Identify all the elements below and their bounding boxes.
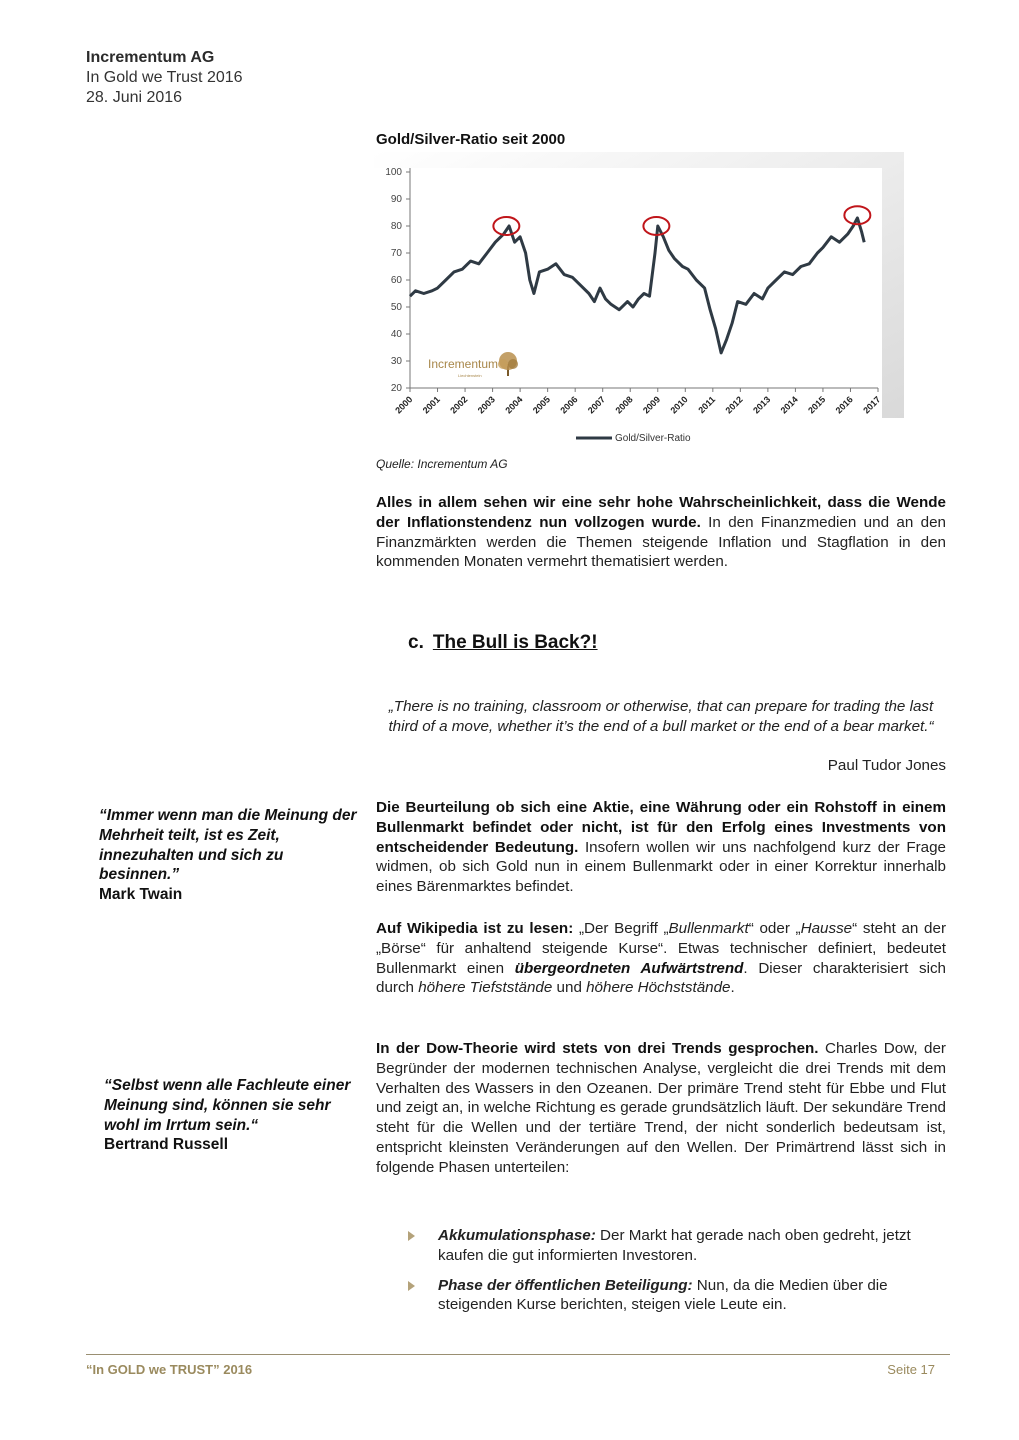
paragraph-text: In den Finanzmedien und an den Finanzmärkten werden die Themen steigende Inflation und Stagflation in den kommenden Monaten vermehrt thematisiert werden. xyxy=(376,513,946,571)
paragraph-dow-theory xyxy=(376,1039,946,1178)
text-run: . Dieser charakterisiert sich durch xyxy=(376,959,946,997)
text-run-italic: höhere Höchststände xyxy=(586,979,731,997)
x-tick-label: 2009 xyxy=(640,394,663,416)
chart-background xyxy=(372,168,882,424)
logo-text: Incrementum xyxy=(428,357,499,371)
paragraph-text: Charles Dow, der Begründer der modernen technischen Analyse, vergleicht die drei Trends mit dem Verhalten des Wassers in den Ozeanen. Der primäre Trend steht für Ebbe und Flut und zeigt an, in welche Richtung es gerade grundsätzlich läuft. Der sekundäre Trend steht für die Wellen und der tertiäre Trend, der nicht sonderlich bedeutsam ist, entspricht kleinsten Veränderungen auf den Wellen. Der Primärtrend lässt sich in folgende Phasen unterteilen: xyxy=(376,1040,946,1176)
x-tick-label: 2014 xyxy=(778,394,800,416)
list-item-title: Akkumulationsphase: xyxy=(438,1227,596,1244)
list-item-text: Der Markt hat gerade nach oben gedreht, jetzt kaufen die gut informierten Investoren. xyxy=(438,1227,911,1264)
legend-label: Gold/Silver-Ratio xyxy=(615,433,691,444)
y-tick-label: 20 xyxy=(390,383,402,394)
page-number: Seite 17 xyxy=(887,1362,935,1377)
text-run: “ steht an der „Börse“ für anhaltend steigende Kurse“. Etwas technischer definiert, bedeutet Bullenmarkt einen xyxy=(376,920,946,977)
x-tick-label: 2013 xyxy=(751,394,773,416)
x-tick-label: 2007 xyxy=(585,394,608,416)
epigraph-author: Paul Tudor Jones xyxy=(827,757,946,774)
y-tick-label: 60 xyxy=(390,275,402,286)
report-name: In Gold we Trust 2016 xyxy=(86,69,243,86)
triangle-bullet-icon xyxy=(408,1231,415,1241)
y-tick-label: 40 xyxy=(390,329,402,340)
sidebar-quote-twain xyxy=(99,806,364,905)
text-run-bold-italic: übergeordneten Aufwärtstrend xyxy=(514,959,744,977)
sidebar-quote-text: “Selbst wenn alle Fachleute einer Meinung sind, können sie sehr wohl im Irrtum sein.“ xyxy=(104,1077,351,1134)
text-run-italic: höhere Tiefststände xyxy=(418,979,553,997)
paragraph-text: Insofern wollen wir uns nachfolgend kurz der Frage widmen, ob sich Gold nun in einem Bullenmarkt oder in einer Korrektur innerhalb eines Bärenmarktes befindet. xyxy=(376,838,946,896)
list-item-text: Nun, da die Medien über die steigenden Kurse berichten, steigen viele Leute ein. xyxy=(438,1276,888,1314)
footer-divider xyxy=(86,1354,950,1355)
triangle-bullet-icon xyxy=(408,1281,415,1291)
x-tick-label: 2001 xyxy=(420,394,442,416)
paragraph-wikipedia xyxy=(376,919,946,998)
x-tick-label: 2011 xyxy=(696,394,718,416)
text-run: und xyxy=(552,979,587,997)
y-tick-label: 90 xyxy=(390,194,402,205)
list-item xyxy=(406,1276,946,1316)
x-tick-label: 2016 xyxy=(833,394,855,416)
epigraph-quote: „There is no training, classroom or otherwise, that can prepare for trading the last third of a move, whether it’s the end of a bull market or the end of a bear market.“ xyxy=(388,698,934,735)
x-tick-label: 2000 xyxy=(393,394,415,416)
sidebar-quote-author: Bertrand Russell xyxy=(104,1136,229,1154)
chart-title: Gold/Silver-Ratio seit 2000 xyxy=(376,131,566,148)
paragraph-bold: Alles in allem sehen wir eine sehr hohe Wahrscheinlichkeit, dass die Wende der Inflationstendenz nun vollzogen wurde. xyxy=(376,494,946,531)
chart-source: Quelle: Incrementum AG xyxy=(376,457,508,471)
y-tick-label: 100 xyxy=(385,167,402,178)
text-run: „Der Begriff „ xyxy=(573,920,669,937)
x-tick-label: 2012 xyxy=(723,394,745,416)
report-date: 28. Juni 2016 xyxy=(86,89,183,106)
company-name: Incrementum AG xyxy=(86,49,215,66)
paragraph-bold: Die Beurteilung ob sich eine Aktie, eine Währung oder ein Rohstoff in einem Bullenmarkt befindet oder nicht, ist für den Erfolg eines Investments von entscheidender Bedeutung. xyxy=(376,799,946,856)
phase-list xyxy=(406,1226,946,1325)
x-tick-label: 2008 xyxy=(613,394,635,416)
x-tick-label: 2017 xyxy=(861,394,883,416)
chart-container xyxy=(366,150,906,450)
chart-legend xyxy=(576,433,691,444)
list-item-title: Phase der öffentlichen Beteiligung: xyxy=(438,1276,693,1294)
gold-silver-ratio-chart xyxy=(366,150,906,450)
sidebar-quote-author: Mark Twain xyxy=(99,886,183,904)
sidebar-quote-russell xyxy=(104,1076,366,1155)
paragraph-bold: In der Dow-Theorie wird stets von drei Trends gesprochen. xyxy=(376,1040,819,1057)
section-heading xyxy=(408,632,598,654)
footer-title: “In GOLD we TRUST” 2016 xyxy=(86,1362,253,1377)
text-run-italic: Bullenmarkt xyxy=(668,920,749,937)
logo-subtext: Liechtenstein xyxy=(458,373,482,378)
sidebar-quote-text: “Immer wenn man die Meinung der Mehrheit teilt, ist es Zeit, innezuhalten und sich zu besinnen.” xyxy=(99,807,357,884)
y-tick-label: 80 xyxy=(390,221,402,232)
x-tick-label: 2003 xyxy=(475,394,498,416)
heading-letter: c. xyxy=(408,632,424,653)
list-item xyxy=(406,1226,946,1266)
x-tick-label: 2002 xyxy=(448,394,470,416)
paragraph-assessment xyxy=(376,798,946,897)
x-tick-label: 2006 xyxy=(558,394,580,416)
text-run: . xyxy=(730,979,735,997)
heading-title: The Bull is Back?! xyxy=(432,632,598,653)
x-tick-label: 2005 xyxy=(530,394,553,416)
y-tick-label: 70 xyxy=(390,248,402,259)
x-tick-label: 2004 xyxy=(503,394,525,416)
paragraph-conclusion xyxy=(376,493,946,572)
text-run-italic: Hausse xyxy=(800,920,853,937)
paragraph-bold: Auf Wikipedia ist zu lesen: xyxy=(376,920,574,937)
x-tick-label: 2015 xyxy=(806,394,828,416)
x-tick-label: 2010 xyxy=(668,394,690,416)
text-run: “ oder „ xyxy=(748,920,801,937)
document-header xyxy=(86,48,243,108)
y-tick-label: 30 xyxy=(390,356,402,367)
y-tick-label: 50 xyxy=(390,302,402,313)
